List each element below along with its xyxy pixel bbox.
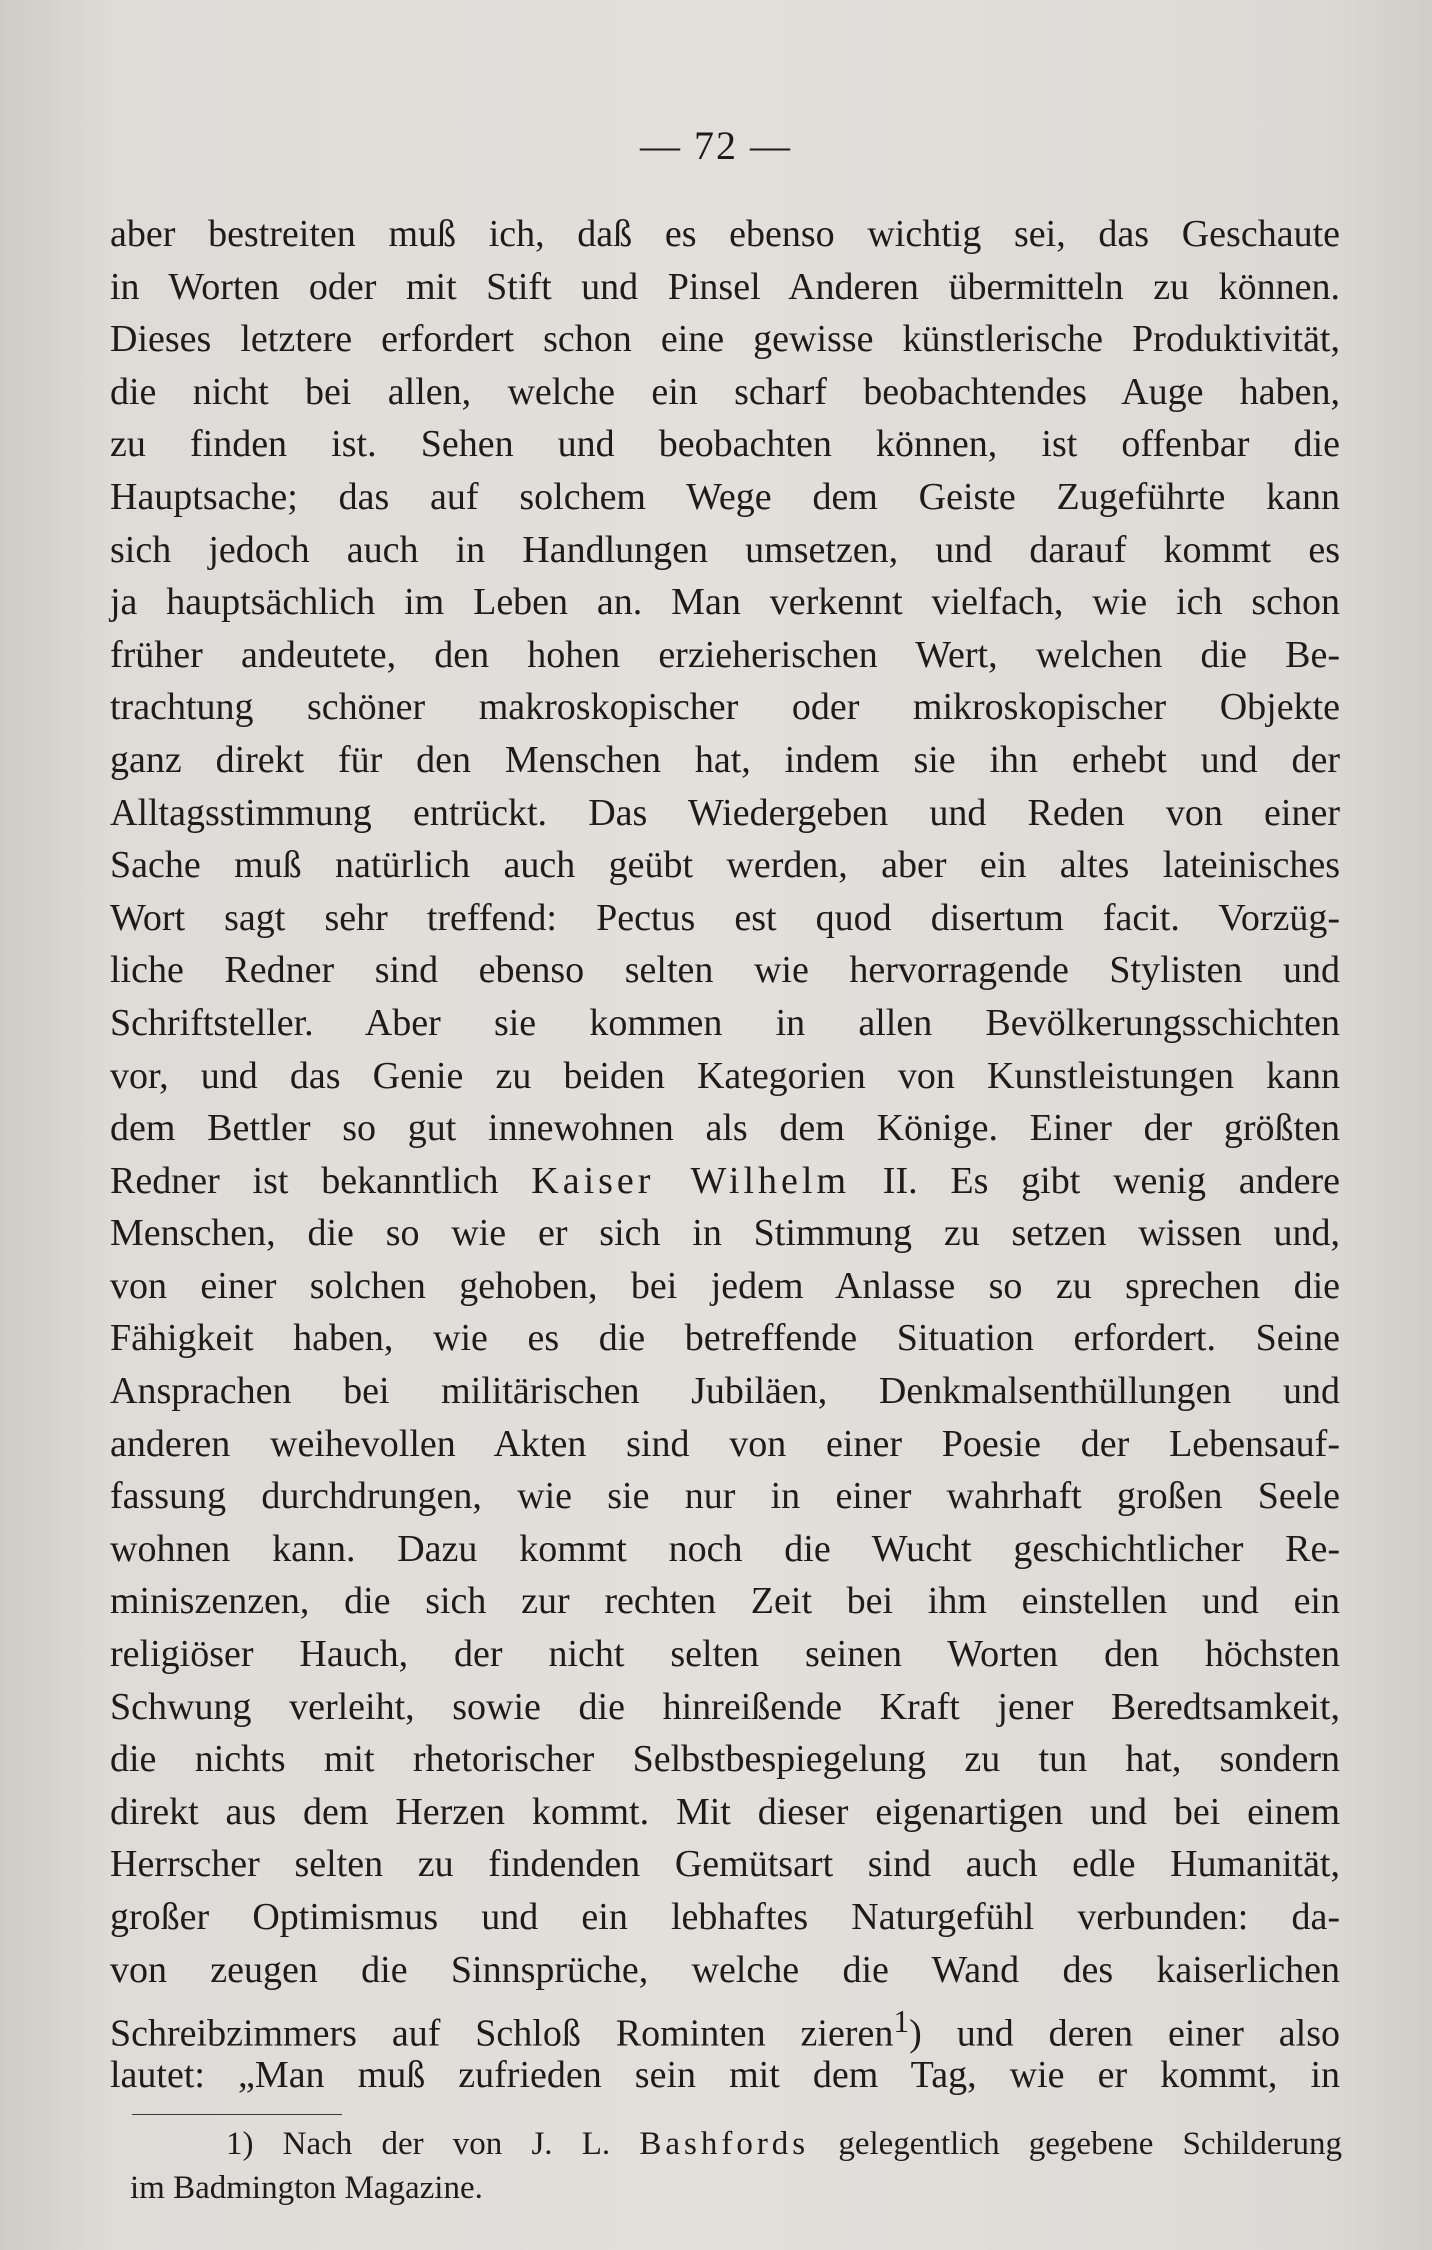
text-run: Schreibzimmers auf Schloß Rominten zieren [110, 2012, 894, 2055]
footnote [130, 2122, 1342, 2210]
text-line: Menschen, die so wie er sich in Stimmung zu setzen wissen und, [110, 1212, 1340, 1255]
footnote-line [130, 2122, 1342, 2166]
text-line [110, 1996, 1341, 2055]
text-line: Fähigkeit haben, wie es die betreffende Situation erfordert. Seine [110, 1317, 1340, 1360]
text-line: aber bestreiten muß ich, daß es ebenso wichtig sei, das Geschaute [110, 213, 1340, 255]
text-line [110, 1155, 1340, 1208]
page-number: — 72 — [640, 123, 792, 168]
text-run: Redner ist bekanntlich [110, 1159, 532, 1202]
footnote-reference: 1 [893, 2004, 910, 2040]
text-line: direkt aus dem Herzen kommt. Mit dieser eigenartigen und bei einem [110, 1790, 1340, 1833]
text-run: gelegentlich gegebene Schilderung [809, 2126, 1343, 2162]
text-line: in Worten oder mit Stift und Pinsel Anderen übermitteln zu können. [110, 265, 1340, 308]
text-line: anderen weihevollen Akten sind von einer Poesie der Lebensauf- [110, 1422, 1340, 1465]
text-line: Schwung verleiht, sowie die hinreißende Kraft jener Beredtsamkeit, [110, 1685, 1340, 1728]
text-line: ja hauptsächlich im Leben an. Man verkennt vielfach, wie ich schon [110, 581, 1340, 624]
text-line: Wort sagt sehr treffend: Pectus est quod disertum facit. Vorzüg- [110, 896, 1340, 939]
text-line: zu finden ist. Sehen und beobachten können, ist offenbar die [110, 423, 1340, 466]
text-line: ganz direkt für den Menschen hat, indem sie ihn erhebt und der [110, 738, 1340, 781]
text-line: Hauptsache; das auf solchem Wege dem Geiste Zugeführte kann [110, 475, 1340, 518]
text-line: religiöser Hauch, der nicht selten seinen Worten den höchsten [110, 1633, 1340, 1676]
text-line: miniszenzen, die sich zur rechten Zeit bei ihm einstellen und ein [110, 1580, 1340, 1623]
text-line: vor, und das Genie zu beiden Kategorien von Kunstleistungen kann [110, 1054, 1340, 1097]
text-line: großer Optimismus und ein lebhaftes Naturgefühl verbunden: da- [110, 1896, 1340, 1938]
body-text [110, 208, 1340, 2101]
text-line: von zeugen die Sinnsprüche, welche die Wand des kaiserlichen [110, 1948, 1340, 1991]
text-line: die nichts mit rhetorischer Selbstbespiegelung zu tun hat, sondern [110, 1738, 1340, 1781]
spaced-name: Kaiser Wilhelm [531, 1159, 850, 1202]
text-line: Dieses letztere erfordert schon eine gewisse künstlerische Produktivität, [110, 318, 1340, 361]
text-run: II. Es gibt wenig andere [850, 1159, 1340, 1202]
text-line: von einer solchen gehoben, bei jedem Anlasse so zu sprechen die [110, 1264, 1340, 1307]
text-line: Alltagsstimmung entrückt. Das Wiedergeben und Reden von einer [110, 791, 1340, 834]
text-run: Nach der von J. L. [253, 2126, 640, 2162]
text-line: lautet: „Man muß zufrieden sein mit dem Tag, wie er kommt, in [110, 2053, 1340, 2096]
text-line: Ansprachen bei militärischen Jubiläen, Denkmalsenthüllungen und [110, 1370, 1340, 1413]
spaced-name: Bashfords [639, 2126, 810, 2162]
text-run: ) und deren einer also [909, 2012, 1341, 2055]
text-line: wohnen kann. Dazu kommt noch die Wucht geschichtlicher Re- [110, 1527, 1340, 1570]
text-line: fassung durchdrungen, wie sie nur in einer wahrhaft großen Seele [110, 1475, 1340, 1518]
footnote-line: im Badmington Magazine. [130, 2170, 483, 2206]
text-line: trachtung schöner makroskopischer oder mikroskopischer Objekte [110, 686, 1340, 729]
text-line: früher andeutete, den hohen erzieherischen Wert, welchen die Be- [110, 633, 1340, 676]
text-line: dem Bettler so gut innewohnen als dem Könige. Einer der größten [110, 1107, 1340, 1150]
text-line: Sache muß natürlich auch geübt werden, aber ein altes lateinisches [110, 844, 1340, 887]
text-line: Schriftsteller. Aber sie kommen in allen Bevölkerungsschichten [110, 1001, 1340, 1044]
text-line: liche Redner sind ebenso selten wie hervorragende Stylisten und [110, 949, 1340, 992]
text-line: sich jedoch auch in Handlungen umsetzen, und darauf kommt es [110, 528, 1340, 571]
text-line: Herrscher selten zu findenden Gemütsart sind auch edle Humanität, [110, 1843, 1340, 1886]
footnote-marker: 1) [226, 2126, 254, 2162]
footnote-rule [132, 2114, 342, 2115]
text-line: die nicht bei allen, welche ein scharf beobachtendes Auge haben, [110, 370, 1340, 413]
